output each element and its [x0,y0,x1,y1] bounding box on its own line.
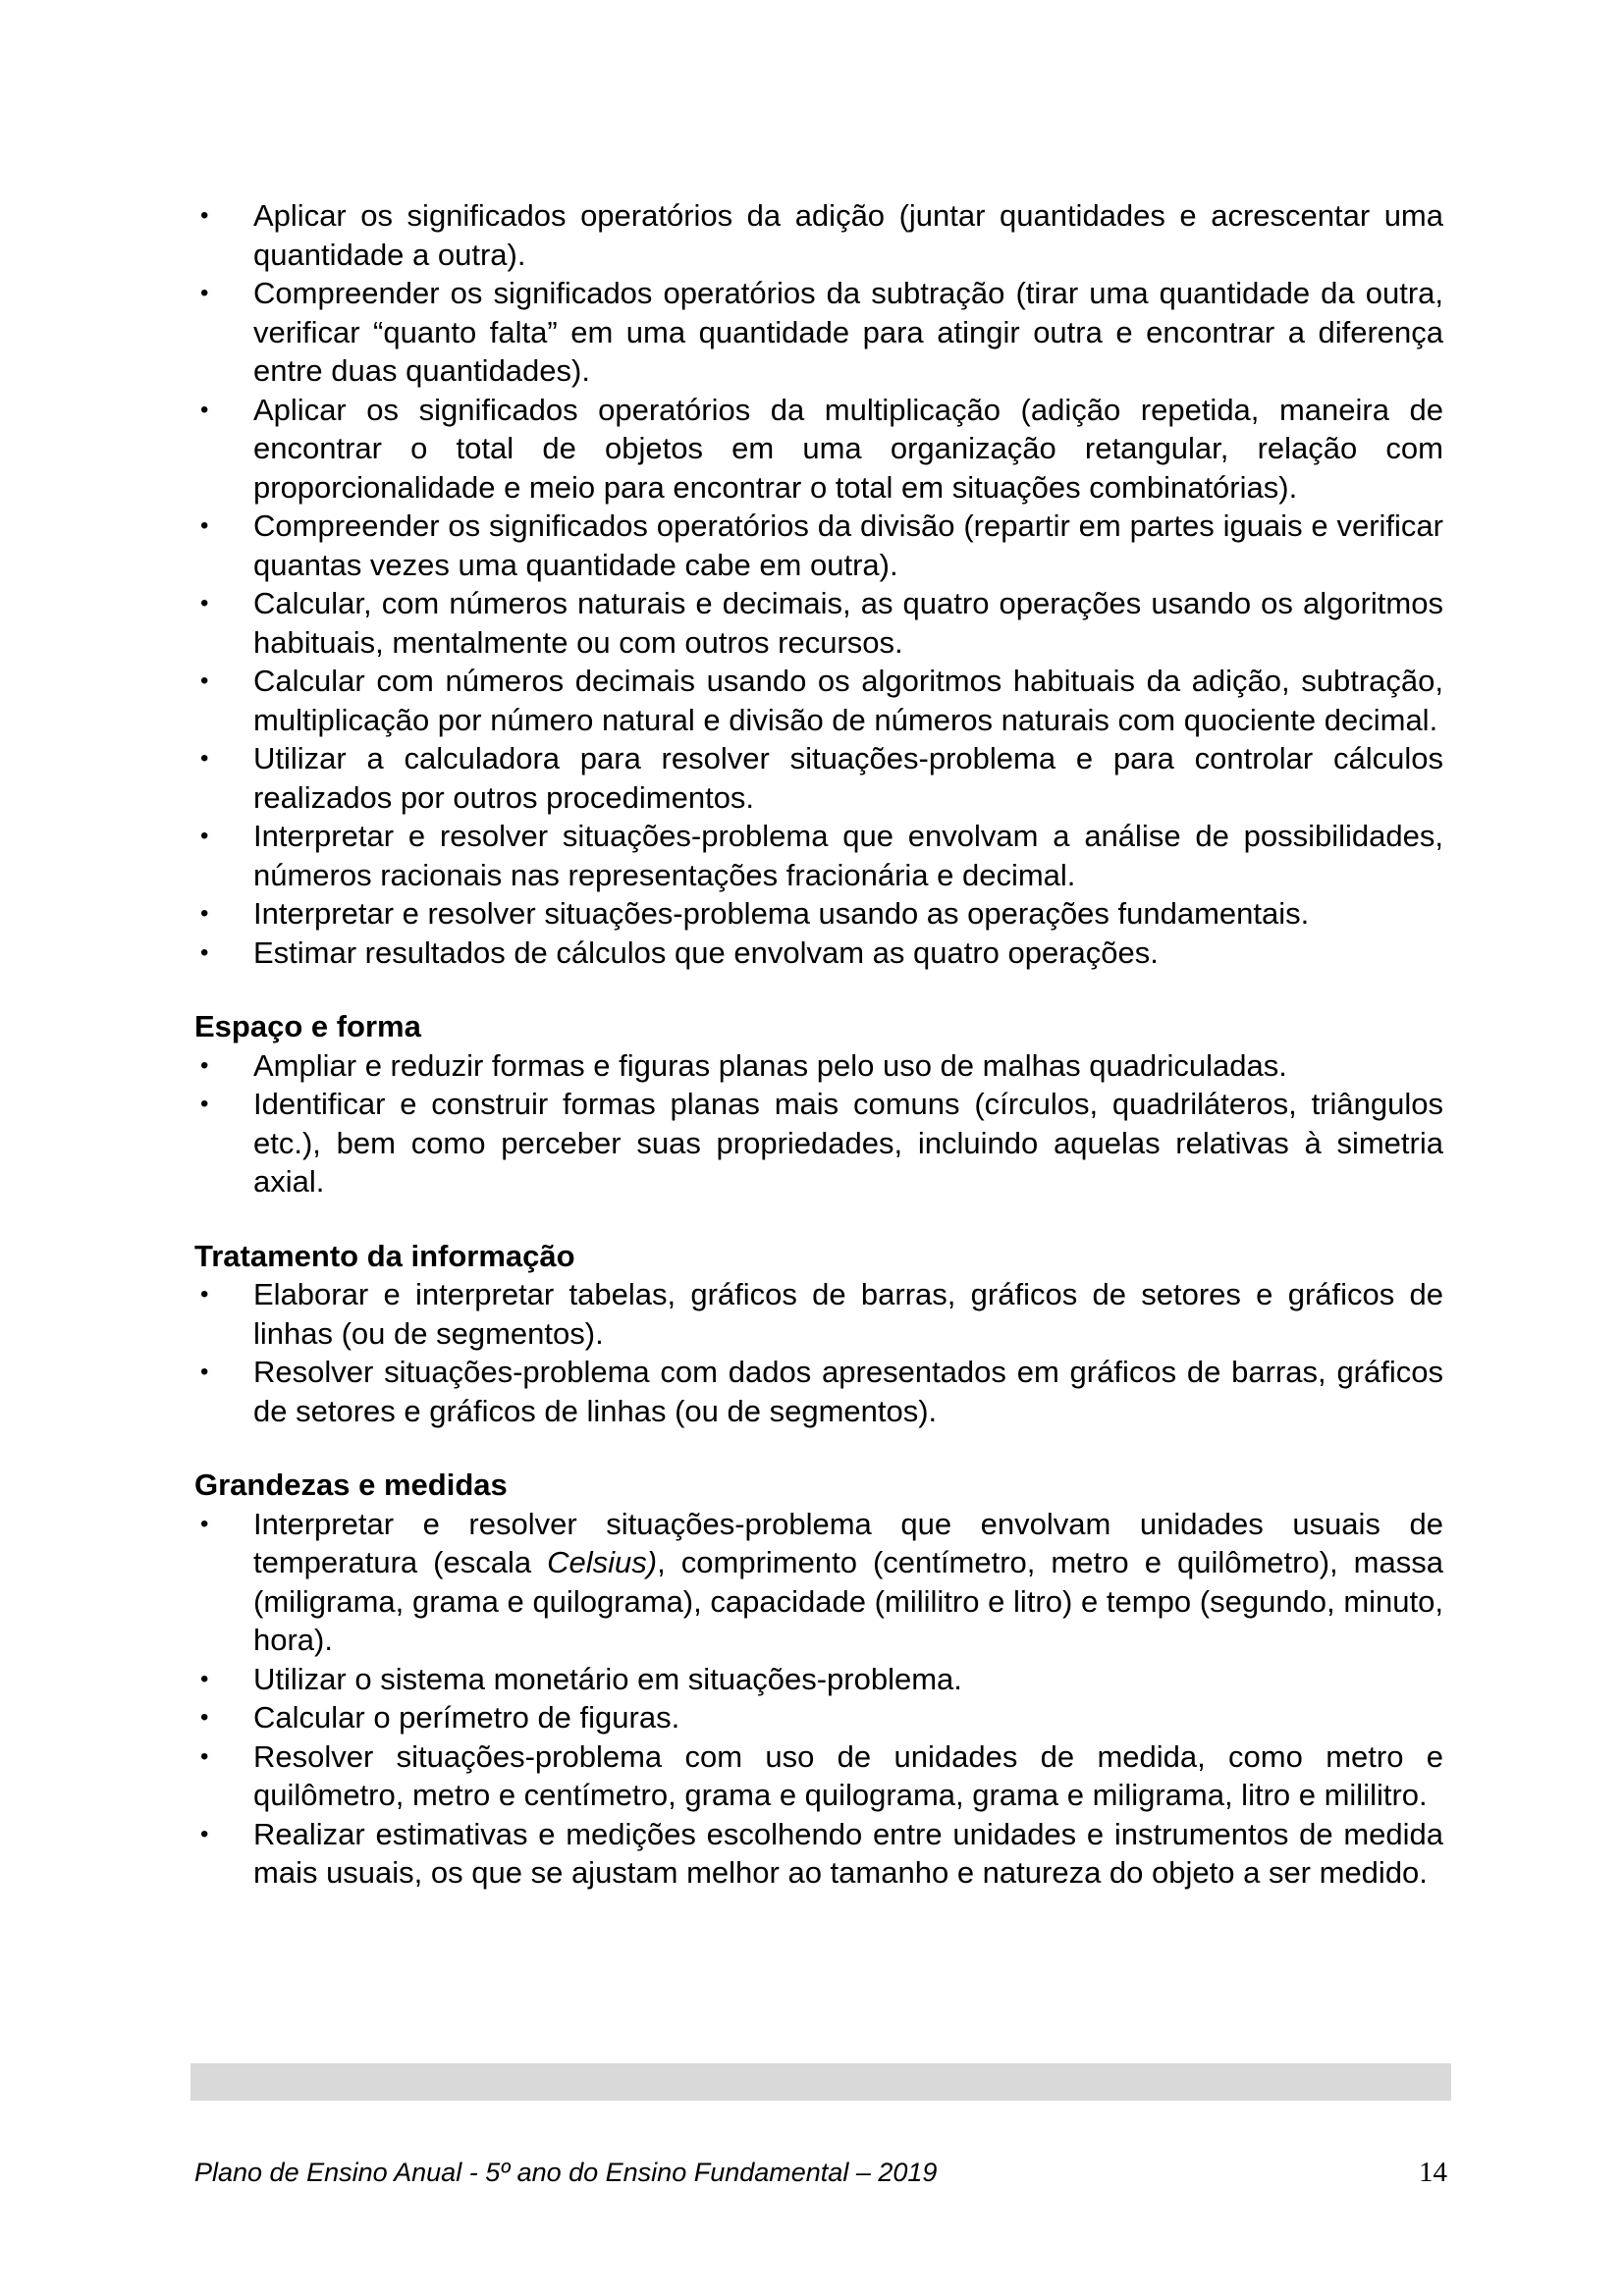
list-item [194,1698,1443,1737]
list-item [194,817,1443,894]
list-item-text-before: Interpretar e resolver situações-problema que envolvam unidades usuais de temperatura (escala [253,1506,1443,1579]
list-item-text: Estimar resultados de cálculos que envolvam as quatro operações. [253,934,1159,970]
list-item [194,274,1443,391]
list-item [194,1505,1443,1660]
list-item-text: Utilizar o sistema monetário em situações-problema. [253,1661,962,1696]
grandezas-list [194,1505,1443,1893]
list-item-text: Ampliar e reduzir formas e figuras planas pelo uso de malhas quadriculadas. [253,1047,1287,1083]
list-item [194,739,1443,817]
list-item [194,1046,1443,1086]
bullet-icon: • [200,745,209,772]
bullet-icon: • [200,900,209,927]
bullet-icon: • [200,1665,209,1692]
list-item-text: Utilizar a calculadora para resolver situações-problema e para controlar cálculos realizados por outros procedimentos. [253,741,1443,815]
footer-divider-bar [190,2063,1451,2101]
list-item-text: Compreender os significados operatórios da subtração (tirar uma quantidade da outra, verificar “quanto falta” em uma quantidade para atingir outra e encontrar a diferença entre duas quantidades). [253,276,1443,388]
list-item-text: Calcular o perímetro de figuras. [253,1700,680,1735]
list-item [194,507,1443,584]
list-item [194,1353,1443,1430]
list-item-text: Aplicar os significados operatórios da multiplicação (adição repetida, maneira de encontrar o total de objetos em uma organização retangular, relação com proporcionalidade e meio para encontrar o total em situações combinatórias). [253,392,1443,505]
list-item-text-after: , comprimento (centímetro, metro e quilômetro), massa (miligrama, grama e quilograma), capacidade (mililitro e litro) e tempo (segundo, minuto, hora). [253,1545,1443,1657]
list-item-text: Identificar e construir formas planas mais comuns (círculos, quadriláteros, triângulos etc.), bem como perceber suas propriedades, incluindo aquelas relativas à simetria axial. [253,1087,1443,1199]
list-item-text: Resolver situações-problema com dados apresentados em gráficos de barras, gráficos de setores e gráficos de linhas (ou de segmentos). [253,1355,1443,1428]
list-item-text-italic: Celsius) [547,1545,658,1579]
list-item-text: Elaborar e interpretar tabelas, gráficos de barras, gráficos de setores e gráficos de linhas (ou de segmentos). [253,1277,1443,1351]
list-item [194,1085,1443,1201]
footer-title: Plano de Ensino Anual - 5º ano do Ensino Fundamental – 2019 [194,2158,938,2187]
bullet-icon: • [200,938,209,966]
bullet-icon: • [200,1281,209,1308]
list-item [194,894,1443,934]
bullet-icon: • [200,396,209,423]
espaco-list [194,1046,1443,1201]
page-content [194,196,1443,1893]
operations-list [194,196,1443,972]
section-heading-grandezas-e-medidas: Grandezas e medidas [194,1468,508,1502]
bullet-icon: • [200,1510,209,1537]
bullet-icon: • [200,1091,209,1117]
list-item [194,584,1443,662]
list-item [194,196,1443,274]
list-item-text: Interpretar e resolver situações-problema que envolvam a análise de possibilidades, números racionais nas representações fracionária e decimal. [253,819,1443,892]
page-number: 14 [1419,2157,1447,2188]
list-item [194,1275,1443,1353]
list-item [194,1815,1443,1893]
section-heading-tratamento-da-informacao: Tratamento da informação [194,1238,575,1273]
bullet-icon: • [200,280,209,306]
bullet-icon: • [200,1704,209,1731]
bullet-icon: • [200,667,209,694]
list-item-text: Compreender os significados operatórios da divisão (repartir em partes iguais e verificar quantas vezes uma quantidade cabe em outra). [253,508,1443,582]
bullet-icon: • [200,590,209,616]
list-item [194,391,1443,507]
list-item [194,1737,1443,1815]
list-item-text: Calcular com números decimais usando os algoritmos habituais da adição, subtração, multiplicação por número natural e divisão de números naturais com quociente decimal. [253,664,1443,737]
list-item-text: Calcular, com números naturais e decimais, as quatro operações usando os algoritmos habituais, mentalmente ou com outros recursos. [253,586,1443,660]
bullet-icon: • [200,1051,209,1079]
bullet-icon: • [200,1359,209,1385]
bullet-icon: • [200,823,209,849]
list-item-text: Resolver situações-problema com uso de unidades de medida, como metro e quilômetro, metro e centímetro, grama e quilograma, grama e miligrama, litro e mililitro. [253,1738,1443,1812]
list-item-text: Realizar estimativas e medições escolhendo entre unidades e instrumentos de medida mais usuais, os que se ajustam melhor ao tamanho e natureza do objeto a ser medido. [253,1816,1443,1890]
bullet-icon: • [200,1820,209,1847]
bullet-icon: • [200,1742,209,1770]
section-heading-espaco-e-forma: Espaço e forma [194,1009,421,1043]
bullet-icon: • [200,512,209,539]
list-item [194,1660,1443,1699]
list-item-text: Aplicar os significados operatórios da adição (juntar quantidades e acrescentar uma quantidade a outra). [253,198,1443,272]
list-item [194,934,1443,973]
list-item [194,662,1443,739]
list-item-text: Interpretar e resolver situações-problema usando as operações fundamentais. [253,896,1310,931]
tratamento-list [194,1275,1443,1430]
bullet-icon: • [200,202,209,229]
